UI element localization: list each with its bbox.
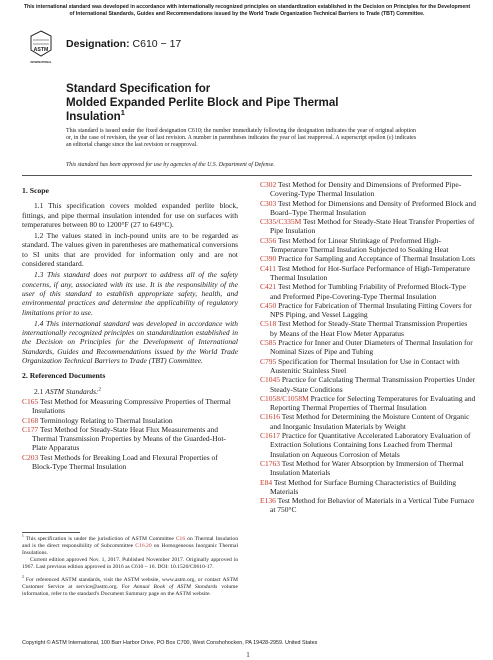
- reference-item: [260, 199, 476, 218]
- reference-list-right: [260, 180, 476, 515]
- references-heading: 2. Referenced Documents: [22, 371, 106, 381]
- reference-item: [260, 478, 476, 497]
- reference-title: Test Method for Steady-State Heat Transfer Properties of Pipe Insulation: [270, 217, 475, 236]
- reference-title: Test Method for Water Absorption by Immersion of Thermal Insulation Materials: [270, 458, 464, 478]
- reference-title: Test Method for Tumbling Friability of Preformed Block-Type and Preformed Pipe-Covering-Type Thermal Insulation: [270, 282, 466, 301]
- reference-code-link[interactable]: C1058/C1058M: [260, 393, 309, 403]
- svg-text:INTERNATIONAL: INTERNATIONAL: [30, 61, 52, 64]
- reference-code-link[interactable]: C168: [22, 415, 39, 425]
- title-footnote-mark: 1: [120, 108, 125, 118]
- scope-1-1: 1.1 This specification covers molded expanded perlite block, fittings, and pipe thermal insulation intended for use on surfaces with temperatures between 80 to 1200°F (27 to 649°C).: [22, 201, 238, 229]
- scope-1-3: 1.3 This standard does not purport to address all of the safety concerns, if any, associated with its use. It is the responsibility of the user of this standard to establish appropriate safety, health, and environmental practices and determine the applicability of regulatory limitations prior to use.: [22, 270, 238, 317]
- reference-title: Test Method for Measuring Compressive Properties of Thermal Insulations: [32, 396, 231, 416]
- reference-code-link[interactable]: C411: [260, 263, 276, 273]
- reference-title: Practice for Inner and Outer Diameters of Thermal Insulation for Nominal Sizes of Pipe and Tubing: [270, 338, 473, 357]
- reference-title: Practice for Quantitative Accelerated Laboratory Evaluation of Extraction Solutions Containing Ions Leached from Thermal Insulation on Aqueous Corrosion of Metals: [270, 431, 471, 459]
- left-column: [22, 180, 238, 471]
- reference-item: [260, 357, 476, 376]
- reference-code-link[interactable]: C1616: [260, 412, 281, 422]
- reference-item: [22, 453, 238, 472]
- reference-item: [260, 264, 476, 283]
- reference-code-link[interactable]: C518: [260, 319, 277, 329]
- reference-code-link[interactable]: C795: [260, 356, 277, 366]
- reference-code-link[interactable]: C450: [260, 300, 277, 310]
- reference-item: [260, 282, 476, 301]
- reference-item: [22, 397, 238, 416]
- reference-item: [22, 425, 238, 453]
- footnote-2: $^2$ For referenced ASTM standards, visit the ASTM website, www.astm.org, or contact ASTM Customer Service at service@astm.org. For Annual Book of ASTM Standards volume information, refer to the standard's Document Summary page on the ASTM website.: [22, 575, 239, 597]
- scope-heading: 1. Scope: [22, 186, 49, 195]
- copyright-line: Copyright © ASTM International, 100 Barr Harbor Drive, PO Box C700, West Conshohocken, PA 19428-2959. United States: [22, 640, 318, 646]
- approval-note: This standard has been approved for use by agencies of the U.S. Department of Defense.: [66, 162, 275, 168]
- reference-code-link[interactable]: C421: [260, 282, 277, 292]
- designation-label: Designation:: [66, 38, 130, 50]
- reference-code-link[interactable]: C302: [260, 180, 277, 189]
- reference-item: [260, 375, 476, 394]
- reference-title: Terminology Relating to Thermal Insulation: [40, 415, 173, 425]
- reference-title: Practice for Calculating Thermal Transmission Properties Under Steady-State Conditions: [270, 375, 476, 394]
- reference-item: [260, 459, 476, 478]
- designation-code: C610 − 17: [132, 38, 182, 50]
- astm-standards-subheading: 2.1 ASTM Standards:$^2$: [34, 386, 101, 396]
- reference-code-link[interactable]: C303: [260, 198, 277, 208]
- reference-code-link[interactable]: E84: [260, 477, 273, 487]
- reference-item: [260, 431, 476, 459]
- footnote-rule: [22, 532, 80, 533]
- standard-note: This standard is issued under the fixed designation C610; the number immediately following the designation indicates the year of original adoption or, in the case of revision, the year of last revision. A number in parentheses indicates the year of last reapproval. A superscript epsilon (ε) indicates an editorial change since the last revision or reapproval.: [66, 128, 416, 149]
- reference-code-link[interactable]: C1617: [260, 431, 281, 441]
- reference-title: Practice for Selecting Temperatures for Evaluating and Reporting Thermal Properties of Thermal Insulation: [270, 393, 476, 413]
- title-line-2: Molded Expanded Perlite Block and Pipe Thermal Insulation$^1$: [66, 96, 339, 123]
- reference-title: Test Method for Hot-Surface Performance of High-Temperature Thermal Insulation: [270, 263, 470, 282]
- document-title: [66, 82, 396, 124]
- svg-text:ASTM: ASTM: [33, 47, 49, 53]
- reference-title: Practice for Sampling and Acceptance of Thermal Insulation Lots: [278, 254, 476, 264]
- reference-list-left: [22, 397, 238, 471]
- page-number: 1: [246, 651, 250, 659]
- reference-item: [260, 338, 476, 357]
- right-column: [260, 180, 476, 515]
- reference-code-link[interactable]: C390: [260, 254, 277, 264]
- footnote-1: $^1$ This specification is under the jurisdiction of ASTM Committee C16 on Thermal Insulation and is the direct responsibility of Subcommittee C16.20 on Homogeneous Inorganic Thermal Insulations. Current edition approved Nov. 1, 2017. Published November 2017. Originally approved in 1967. Last previous edition approved in 2016 as C610 – 16. DOI: 10.1520/C0610-17.: [22, 534, 238, 570]
- committee-link[interactable]: C16: [175, 536, 186, 542]
- reference-title: Test Method for Steady-State Heat Flux Measurements and Thermal Transmission Properties by Means of the Guarded-Hot-Plate Apparatus: [32, 424, 226, 453]
- scope-1-4: 1.4 This international standard was developed in accordance with internationally recognized principles on standardization established in the Decision on Principles for the Development of International Standards, Guides and Recommendations issued by the World Trade Organization Technical Barriers to Trade (TBT) Committee.: [22, 318, 238, 366]
- reference-item: [260, 496, 476, 515]
- reference-title: Specification for Thermal Insulation for Use in Contact with Austenitic Stainless Steel: [270, 356, 460, 375]
- reference-title: Test Method for Dimensions and Density of Preformed Block and Board–Type Thermal Insulation: [270, 198, 476, 217]
- title-line-1: Standard Specification for: [66, 82, 211, 95]
- reference-item: [260, 254, 476, 263]
- reference-code-link[interactable]: C165: [22, 396, 39, 406]
- reference-title: Test Method for Linear Shrinkage of Preformed High-Temperature Thermal Insulation Subjected to Soaking Heat: [270, 235, 449, 255]
- header-divider: [22, 175, 472, 176]
- reference-title: Test Method for Determining the Moisture Content of Organic and Inorganic Insulation Materials by Weight: [270, 412, 470, 431]
- reference-item: [260, 412, 476, 431]
- scope-1-2: 1.2 The values stated in inch-pound units are to be regarded as standard. The values given in parentheses are mathematical conversions to SI units that are provided for information only and are not considered standard.: [22, 231, 238, 269]
- tbt-notice: This international standard was developed in accordance with internationally recognized principles on standardization established in the Decision on Principles for the Development of International Standards, Guides and Recommendations issued by the World Trade Organization Technical Barriers to Trade (TBT) Committee.: [23, 4, 471, 17]
- reference-item: [22, 416, 238, 425]
- reference-title: Test Method for Surface Burning Characteristics of Building Materials: [270, 477, 456, 496]
- reference-item: [260, 394, 476, 413]
- reference-title: Test Method for Density and Dimensions of Preformed Pipe-Covering-Type Thermal Insulation: [270, 180, 462, 199]
- reference-item: [260, 319, 476, 338]
- reference-code-link[interactable]: E136: [260, 496, 276, 506]
- reference-code-link[interactable]: C335/C335M: [260, 217, 302, 227]
- reference-item: [260, 217, 476, 236]
- reference-item: [260, 180, 476, 199]
- reference-item: [260, 301, 476, 320]
- reference-title: Test Method for Behavior of Materials in a Vertical Tube Furnace at 750°C: [270, 496, 475, 515]
- subcommittee-link[interactable]: C16.20: [135, 542, 152, 549]
- astm-logo: [30, 30, 52, 66]
- designation: [66, 38, 181, 50]
- reference-code-link[interactable]: C356: [260, 235, 277, 245]
- reference-code-link[interactable]: C1045: [260, 375, 281, 385]
- reference-code-link[interactable]: C1763: [260, 458, 281, 468]
- reference-title: Test Method for Steady-State Thermal Transmission Properties by Means of the Heat Flow Meter Apparatus: [270, 319, 468, 338]
- reference-code-link[interactable]: C203: [22, 452, 39, 462]
- reference-code-link[interactable]: C177: [22, 424, 39, 434]
- reference-title: Test Methods for Breaking Load and Flexural Properties of Block-Type Thermal Insulation: [32, 452, 218, 472]
- reference-item: [260, 236, 476, 255]
- reference-title: Practice for Fabrication of Thermal Insulating Fitting Covers for NPS Piping, and Vessel Lagging: [270, 300, 472, 320]
- reference-code-link[interactable]: C585: [260, 338, 277, 348]
